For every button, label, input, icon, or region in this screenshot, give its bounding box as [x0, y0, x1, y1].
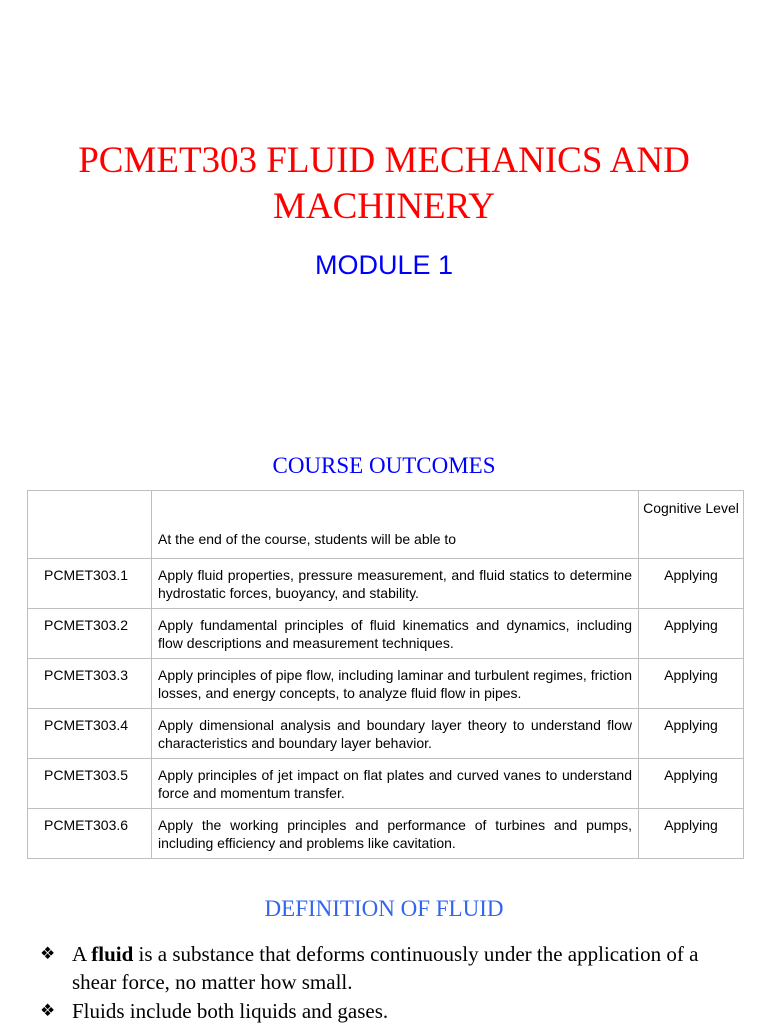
- table-row: [28, 709, 744, 759]
- course-outcomes-table: [27, 490, 744, 859]
- table-row: [28, 659, 744, 709]
- outcome-level: Applying: [639, 659, 744, 709]
- outcome-code: PCMET303.5: [28, 759, 152, 809]
- outcome-description: Apply dimensional analysis and boundary layer theory to understand flow characteristics and boundary layer behavior.: [152, 709, 639, 759]
- outcome-code: PCMET303.3: [28, 659, 152, 709]
- header-description-cell: At the end of the course, students will be able to: [152, 491, 639, 559]
- outcome-level: Applying: [639, 609, 744, 659]
- outcome-code: PCMET303.2: [28, 609, 152, 659]
- outcome-description: Apply principles of jet impact on flat plates and curved vanes to understand force and momentum transfer.: [152, 759, 639, 809]
- table-row: [28, 809, 744, 859]
- outcome-level: Applying: [639, 709, 744, 759]
- header-code-cell: [28, 491, 152, 559]
- diamond-bullet-icon: ❖: [40, 1001, 56, 1020]
- item-prefix: Fluids include both liquids and gases.: [72, 999, 389, 1023]
- outcome-level: Applying: [639, 809, 744, 859]
- module-label: MODULE 1: [314, 250, 454, 280]
- table-row: [28, 759, 744, 809]
- outcome-level: Applying: [639, 759, 744, 809]
- outcome-description: Apply principles of pipe flow, including laminar and turbulent regimes, friction losses, and energy concepts, to analyze fluid flow in pipes.: [152, 659, 639, 709]
- outcome-description: Apply the working principles and performance of turbines and pumps, including efficiency and problems like cavitation.: [152, 809, 639, 859]
- header-level-cell: Cognitive Level: [639, 491, 744, 559]
- document-title: PCMET303 FLUID MECHANICS AND MACHINERY: [78, 140, 690, 227]
- outcome-code: PCMET303.6: [28, 809, 152, 859]
- table-row: [28, 609, 744, 659]
- outcome-description: Apply fundamental principles of fluid kinematics and dynamics, including flow descriptions and measurement techniques.: [152, 609, 639, 659]
- table-header-row: [28, 491, 744, 559]
- definition-list: [40, 940, 740, 1026]
- outcome-level: Applying: [639, 559, 744, 609]
- item-bold-term: fluid: [91, 942, 134, 966]
- outcome-description: Apply fluid properties, pressure measurement, and fluid statics to determine hydrostatic forces, buoyancy, and stability.: [152, 559, 639, 609]
- outcome-code: PCMET303.1: [28, 559, 152, 609]
- item-prefix: A: [72, 942, 92, 966]
- definition-heading: DEFINITION OF FLUID: [264, 896, 504, 921]
- diamond-bullet-icon: ❖: [40, 944, 56, 963]
- list-item: [40, 997, 740, 1025]
- outcome-code: PCMET303.4: [28, 709, 152, 759]
- course-outcomes-heading: COURSE OUTCOMES: [272, 453, 496, 478]
- item-rest: is a substance that deforms continuously under the application of a shear force, no matter how small.: [72, 942, 699, 994]
- list-item: [40, 940, 740, 996]
- table-row: [28, 559, 744, 609]
